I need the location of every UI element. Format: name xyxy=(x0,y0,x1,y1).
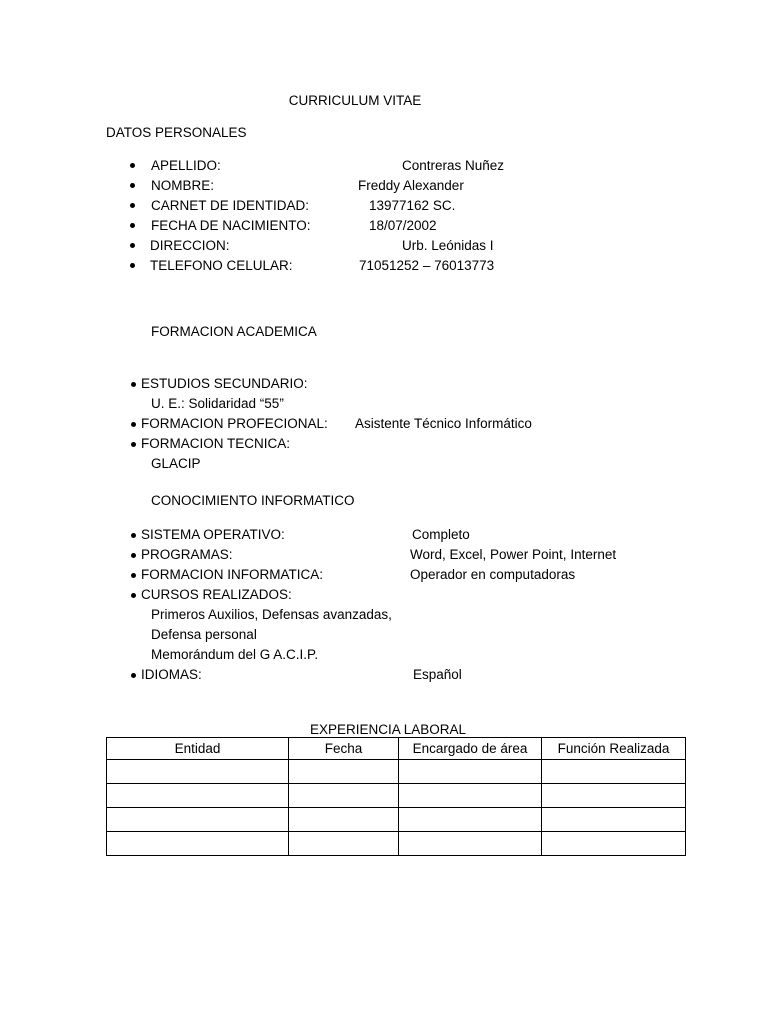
experiencia-laboral-heading: EXPERIENCIA LABORAL xyxy=(310,722,467,737)
document-title: CURRICULUM VITAE xyxy=(288,93,422,108)
column-header-entidad: Entidad xyxy=(107,738,289,760)
table-row xyxy=(107,784,686,808)
cursos-line: Primeros Auxilios, Defensas avanzadas, xyxy=(151,607,392,622)
table-cell xyxy=(542,784,686,808)
sistema-value: Completo xyxy=(412,527,470,542)
carnet-value: 13977162 SC. xyxy=(369,198,456,213)
bullet-icon xyxy=(131,422,136,427)
estudios-value: U. E.: Solidaridad “55” xyxy=(151,396,284,411)
table-cell xyxy=(107,832,289,856)
table-cell xyxy=(399,832,542,856)
programas-label: PROGRAMAS: xyxy=(141,547,233,562)
apellido-label: APELLIDO: xyxy=(151,158,221,173)
nombre-label: NOMBRE: xyxy=(151,178,215,193)
table-cell xyxy=(289,784,399,808)
table-cell xyxy=(289,832,399,856)
datos-personales-heading: DATOS PERSONALES xyxy=(106,125,247,140)
conocimiento-informatico-heading: CONOCIMIENTO INFORMATICO xyxy=(151,493,355,508)
table-header-row xyxy=(107,738,686,760)
table-cell xyxy=(399,808,542,832)
telefono-value: 71051252 – 76013773 xyxy=(359,258,495,273)
direccion-label: DIRECCION: xyxy=(150,238,230,253)
telefono-label: TELEFONO CELULAR: xyxy=(150,258,293,273)
idiomas-value: Español xyxy=(413,667,462,682)
bullet-icon xyxy=(131,673,136,678)
table-row xyxy=(107,832,686,856)
table-cell xyxy=(542,832,686,856)
bullet-icon xyxy=(130,203,135,208)
direccion-value: Urb. Leónidas I xyxy=(402,238,494,253)
bullet-icon xyxy=(131,533,136,538)
bullet-icon xyxy=(130,163,135,168)
table-cell xyxy=(107,784,289,808)
cursos-line: Memorándum del G A.C.I.P. xyxy=(151,647,319,662)
table-cell xyxy=(399,784,542,808)
bullet-icon xyxy=(131,553,136,558)
bullet-icon xyxy=(131,382,136,387)
cursos-label: CURSOS REALIZADOS: xyxy=(141,587,292,602)
formacion-informatica-label: FORMACION INFORMATICA: xyxy=(141,567,323,582)
table-cell xyxy=(289,760,399,784)
programas-value: Word, Excel, Power Point, Internet xyxy=(410,547,617,562)
bullet-icon xyxy=(130,243,135,248)
experiencia-laboral-table xyxy=(106,737,686,856)
table-cell xyxy=(399,760,542,784)
bullet-icon xyxy=(130,223,135,228)
bullet-icon xyxy=(130,183,135,188)
table-cell xyxy=(542,760,686,784)
estudios-label: ESTUDIOS SECUNDARIO: xyxy=(141,376,308,391)
table-cell xyxy=(107,760,289,784)
table-cell xyxy=(542,808,686,832)
table-cell xyxy=(289,808,399,832)
table-row xyxy=(107,808,686,832)
profesional-label: FORMACION PROFECIONAL: xyxy=(141,416,328,431)
sistema-label: SISTEMA OPERATIVO: xyxy=(141,527,285,542)
table-row xyxy=(107,760,686,784)
idiomas-label: IDIOMAS: xyxy=(141,667,202,682)
formacion-informatica-value: Operador en computadoras xyxy=(410,567,576,582)
bullet-icon xyxy=(131,442,136,447)
fecha-nacimiento-value: 18/07/2002 xyxy=(369,218,437,233)
tecnica-value: GLACIP xyxy=(151,456,201,471)
column-header-encargado: Encargado de área xyxy=(399,738,542,760)
bullet-icon xyxy=(130,263,135,268)
bullet-icon xyxy=(131,593,136,598)
nombre-value: Freddy Alexander xyxy=(358,178,464,193)
profesional-value: Asistente Técnico Informático xyxy=(355,416,532,431)
column-header-fecha: Fecha xyxy=(289,738,399,760)
apellido-value: Contreras Nuñez xyxy=(402,158,505,173)
column-header-funcion: Función Realizada xyxy=(542,738,686,760)
table-cell xyxy=(107,808,289,832)
fecha-nacimiento-label: FECHA DE NACIMIENTO: xyxy=(151,218,311,233)
cursos-line: Defensa personal xyxy=(151,627,257,642)
tecnica-label: FORMACION TECNICA: xyxy=(141,436,291,451)
formacion-academica-heading: FORMACION ACADEMICA xyxy=(151,324,317,339)
bullet-icon xyxy=(131,573,136,578)
carnet-label: CARNET DE IDENTIDAD: xyxy=(151,198,310,213)
